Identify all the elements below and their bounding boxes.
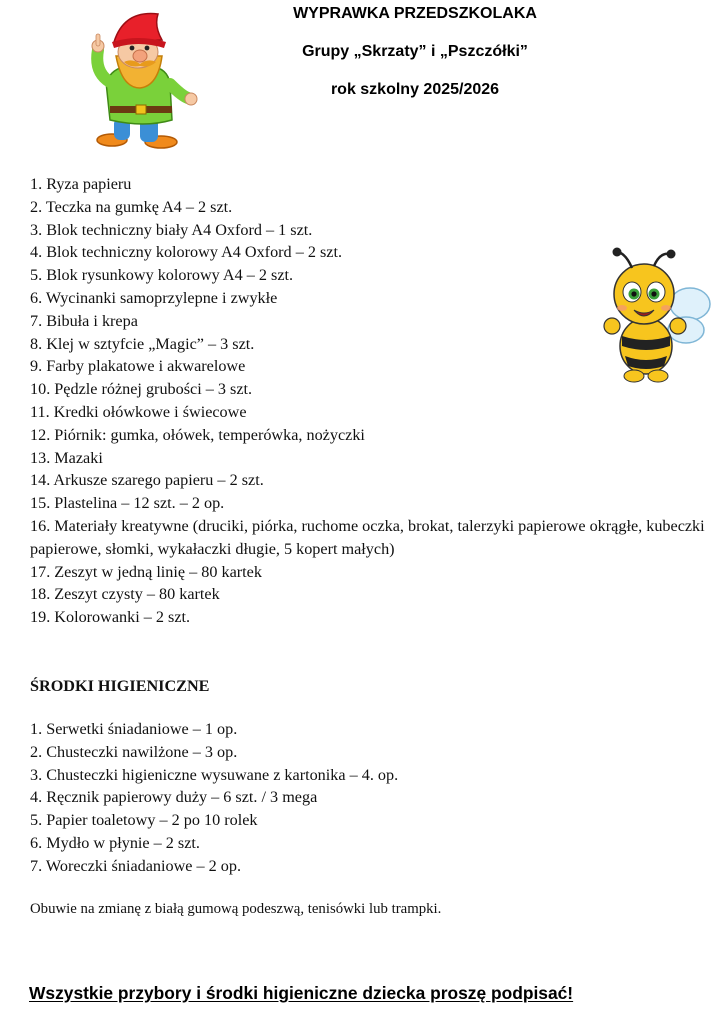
list-item: 10. Pędzle różnej grubości – 3 szt.: [30, 380, 253, 399]
list-item: 11. Kredki ołówkowe i świecowe: [30, 402, 247, 421]
list-item: 16. Materiały kreatywne (druciki, piórka, ruchome oczka, brokat, talerzyki papierowe okrągłe, kubeczki papierowe, słomki, wykałaczki długie, 5 kopert małych): [30, 516, 705, 558]
signing-reminder: Wszystkie przybory i środki higieniczne dziecka proszę podpisać!: [29, 983, 574, 1003]
list-item: 8. Klej w sztyfcie „Magic” – 3 szt.: [30, 334, 255, 353]
list-item: 14. Arkusze szarego papieru – 2 szt.: [30, 471, 264, 490]
list-item: 7. Woreczki śniadaniowe – 2 op.: [30, 856, 242, 875]
list-item: 4. Ręcznik papierowy duży – 6 szt. / 3 mega: [30, 788, 318, 807]
list-item: 1. Serwetki śniadaniowe – 1 op.: [30, 720, 238, 738]
list-item: 5. Papier toaletowy – 2 po 10 rolek: [30, 811, 258, 830]
list-item: 2. Chusteczki nawilżone – 3 op.: [30, 742, 238, 761]
list-item: 5. Blok rysunkowy kolorowy A4 – 2 szt.: [30, 266, 294, 285]
list-item: 17. Zeszyt w jedną linię – 80 kartek: [30, 562, 262, 581]
hygiene-list: [30, 718, 398, 878]
list-item: 6. Mydło w płynie – 2 szt.: [30, 833, 200, 852]
list-item: 13. Mazaki: [30, 448, 103, 467]
list-item: 15. Plastelina – 12 szt. – 2 op.: [30, 494, 225, 513]
school-year: rok szkolny 2025/2026: [330, 81, 500, 98]
shoes-note: Obuwie na zmianę z białą gumową podeszwą, tenisówki lub trampki.: [30, 901, 442, 917]
supplies-list: [30, 173, 715, 629]
list-item: 19. Kolorowanki – 2 szt.: [30, 608, 191, 627]
list-item: 3. Chusteczki higieniczne wysuwane z kartonika – 4. op.: [30, 765, 399, 784]
list-item: 7. Bibuła i krepa: [30, 311, 138, 330]
list-item: 18. Zeszyt czysty – 80 kartek: [30, 585, 220, 604]
hygiene-section-title: ŚRODKI HIGIENICZNE: [30, 677, 210, 695]
list-item: 1. Ryza papieru: [30, 175, 132, 193]
list-item: 12. Piórnik: gumka, ołówek, temperówka, nożyczki: [30, 425, 365, 444]
document-title: WYPRAWKA PRZEDSZKOLAKA: [293, 5, 537, 22]
groups-subtitle: Grupy „Skrzaty” i „Pszczółki”: [302, 43, 528, 60]
list-item: 2. Teczka na gumkę A4 – 2 szt.: [30, 197, 233, 216]
document-header: [255, 4, 575, 118]
gnome-icon: [88, 10, 200, 152]
list-item: 6. Wycinanki samoprzylepne i zwykłe: [30, 288, 278, 307]
list-item: 4. Blok techniczny kolorowy A4 Oxford – 2 szt.: [30, 243, 343, 262]
list-item: 3. Blok techniczny biały A4 Oxford – 1 szt.: [30, 220, 313, 239]
list-item: 9. Farby plakatowe i akwarelowe: [30, 357, 246, 376]
